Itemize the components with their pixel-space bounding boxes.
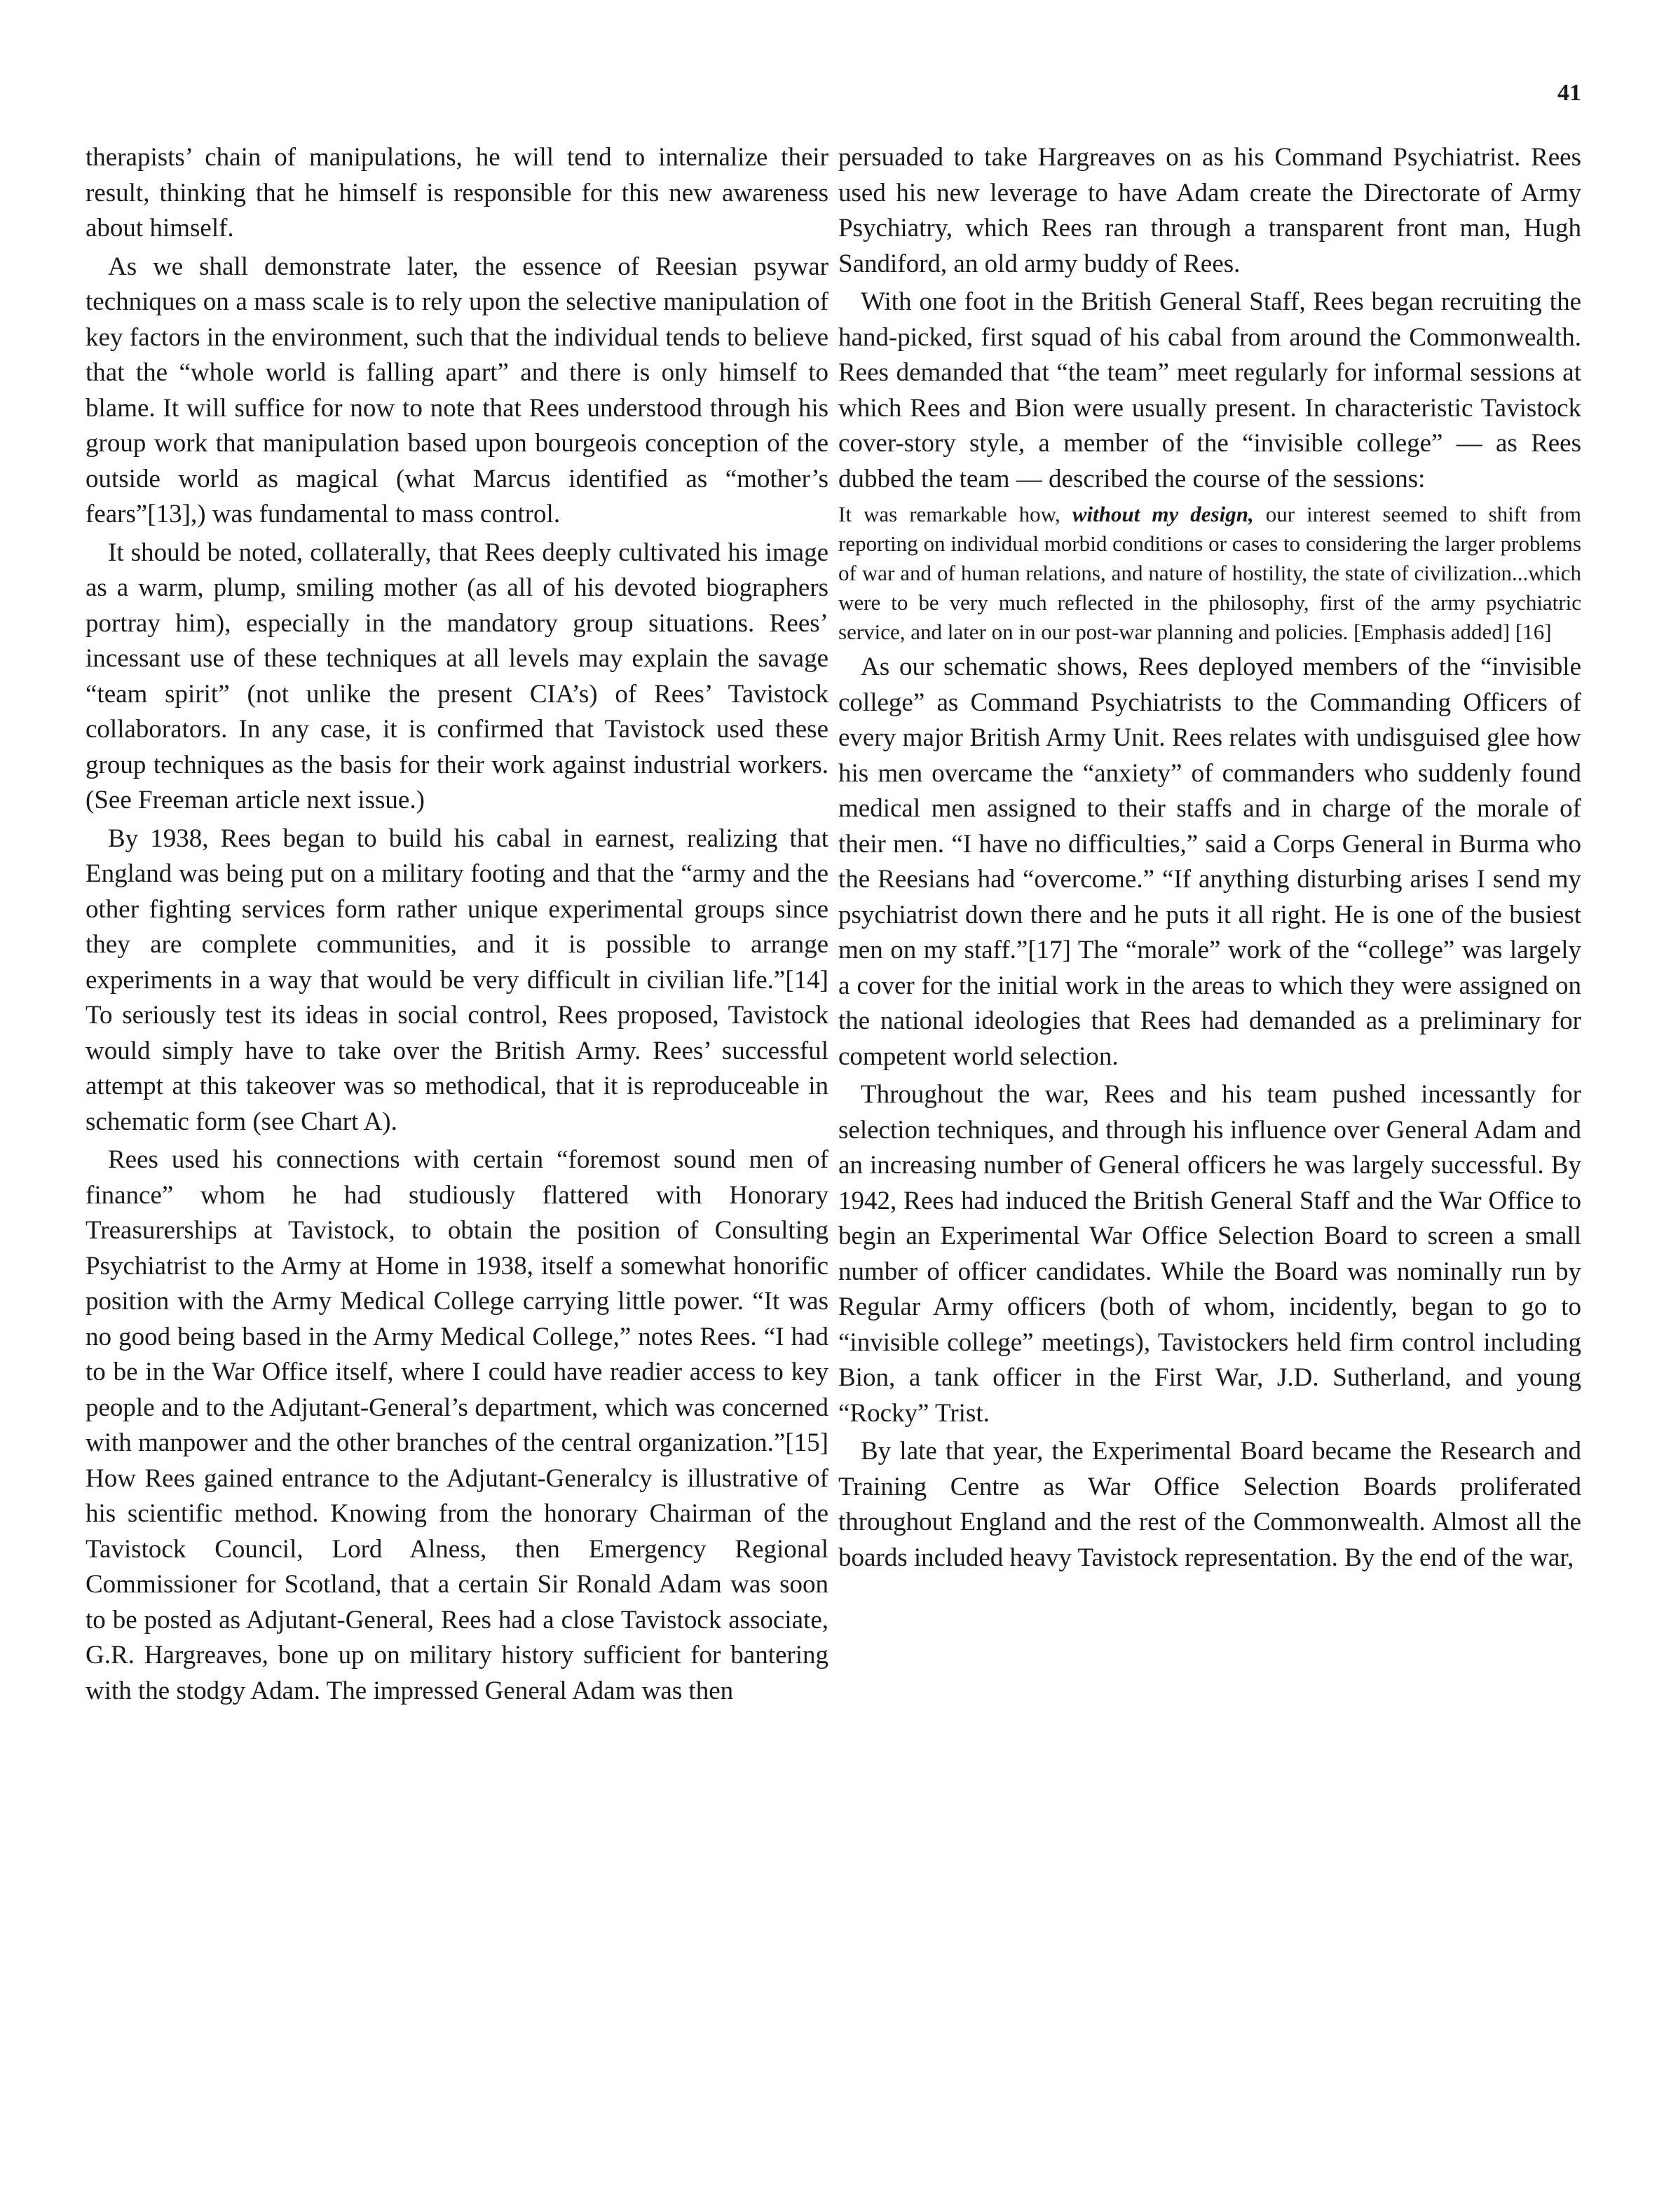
paragraph: With one foot in the British General Staff, Rees began recruiting the hand-picked, first squad of his cabal from around the Commonwealth. Rees demanded that “the team” meet regularly for informal sessions at which Rees and Bion were usually present. In characteristic Tavistock cover-story style, a member of the “invisible college” — as Rees dubbed the team — described the course of the sessions: <box>838 287 1581 493</box>
block-quote <box>838 500 1581 647</box>
quote-text: our interest seemed to shift from reporting on individual morbid conditions or cases to considering the larger problems of war and of human relations, and nature of hostility, the state of civilization...which were to be very much reflected in the philosophy, first of the army psychiatric service, and later on in our post-war planning and policies. [Emphasis added] [16] <box>838 502 1582 644</box>
paragraph: As we shall demonstrate later, the essence of Reesian psywar techniques on a mass scale is to rely upon the selective manipulation of key factors in the environment, such that the individual tends to believe that the “whole world is falling apart” and there is only himself to blame. It will suffice for now to note that Rees understood through his group work that manipulation based upon bourgeois conception of the outside world as magical (what Marcus identified as “mother’s fears”[13],) was fundamental to mass control. <box>86 252 828 528</box>
paragraph: As our schematic shows, Rees deployed members of the “invisible college” as Command Psychiatrists to the Commanding Officers of every major British Army Unit. Rees relates with undisguised glee how his men overcame the “anxiety” of commanders who suddenly found medical men assigned to their staffs and in charge of the morale of their men. “I have no difficulties,” said a Corps General in Burma who the Reesians had “overcome.” “If anything disturbing arises I send my psychiatrist down there and he puts it all right. He is one of the busiest men on my staff.”[17] The “morale” work of the “college” was largely a cover for the initial work in the areas to which they were assigned on the national ideologies that Rees had demanded as a preliminary for competent world selection. <box>838 653 1581 1071</box>
quote-text: It was remarkable how, <box>838 502 1072 526</box>
right-column <box>838 140 1581 1576</box>
paragraph: persuaded to take Hargreaves on as his Command Psychiatrist. Rees used his new leverage to have Adam create the Directorate of Army Psychiatry, which Rees ran through a transparent front man, Hugh Sandiford, an old army buddy of Rees. <box>838 143 1581 278</box>
paragraph: therapists’ chain of manipulations, he will tend to internalize their result, thinking that he himself is responsible for this new awareness about himself. <box>86 143 828 243</box>
paragraph: It should be noted, collaterally, that Rees deeply cultivated his image as a warm, plump, smiling mother (as all of his devoted biographers portray him), especially in the mandatory group situations. Rees’ incessant use of these techniques at all levels may explain the savage “team spirit” (not unlike the present CIA’s) of Rees’ Tavistock collaborators. In any case, it is confirmed that Tavistock used these group techniques as the basis for their work against industrial workers. (See Freeman article next issue.) <box>86 538 828 814</box>
quote-emphasis: without my design, <box>1072 502 1254 526</box>
page-number: 41 <box>1557 80 1581 106</box>
paragraph: Throughout the war, Rees and his team pushed incessantly for selection techniques, and through his influence over General Adam and an increasing number of General officers he was largely successful. By 1942, Rees had induced the British General Staff and the War Office to begin an Experimental War Office Selection Board to screen a small number of officer candidates. While the Board was nominally run by Regular Army officers (both of whom, incidently, began to go to “invisible college” meetings), Tavistockers held firm control including Bion, a tank officer in the First War, J.D. Sutherland, and young “Rocky” Trist. <box>838 1080 1581 1428</box>
paragraph: Rees used his connections with certain “foremost sound men of finance” whom he had studiously flattered with Honorary Treasurerships at Tavistock, to obtain the position of Consulting Psychiatrist to the Army at Home in 1938, itself a somewhat honorific position with the Army Medical College carrying little power. “It was no good being based in the Army Medical College,” notes Rees. “I had to be in the War Office itself, where I could have readier access to key people and to the Adjutant-General’s department, which was concerned with manpower and the other branches of the central organization.”[15] How Rees gained entrance to the Adjutant-Generalcy is illustrative of his scientific method. Knowing from the honorary Chairman of the Tavistock Council, Lord Alness, then Emergency Regional Commissioner for Scotland, that a certain Sir Ronald Adam was soon to be posted as Adjutant-General, Rees had a close Tavistock associate, G.R. Hargreaves, bone up on military history sufficient for bantering with the stodgy Adam. The impressed General Adam was then <box>86 1145 828 1705</box>
paragraph: By late that year, the Experimental Board became the Research and Training Centre as War Office Selection Boards proliferated throughout England and the rest of the Commonwealth. Almost all the boards included heavy Tavistock representation. By the end of the war, <box>838 1437 1581 1572</box>
paragraph: By 1938, Rees began to build his cabal in earnest, realizing that England was being put on a military footing and that the “army and the other fighting services form rather unique experimental groups since they are complete communities, and it is possible to arrange experiments in a way that would be very difficult in civilian life.”[14] To seriously test its ideas in social control, Rees proposed, Tavistock would simply have to take over the British Army. Rees’ successful attempt at this takeover was so methodical, that it is reproduceable in schematic form (see Chart A). <box>86 824 828 1136</box>
left-column <box>86 140 828 1709</box>
